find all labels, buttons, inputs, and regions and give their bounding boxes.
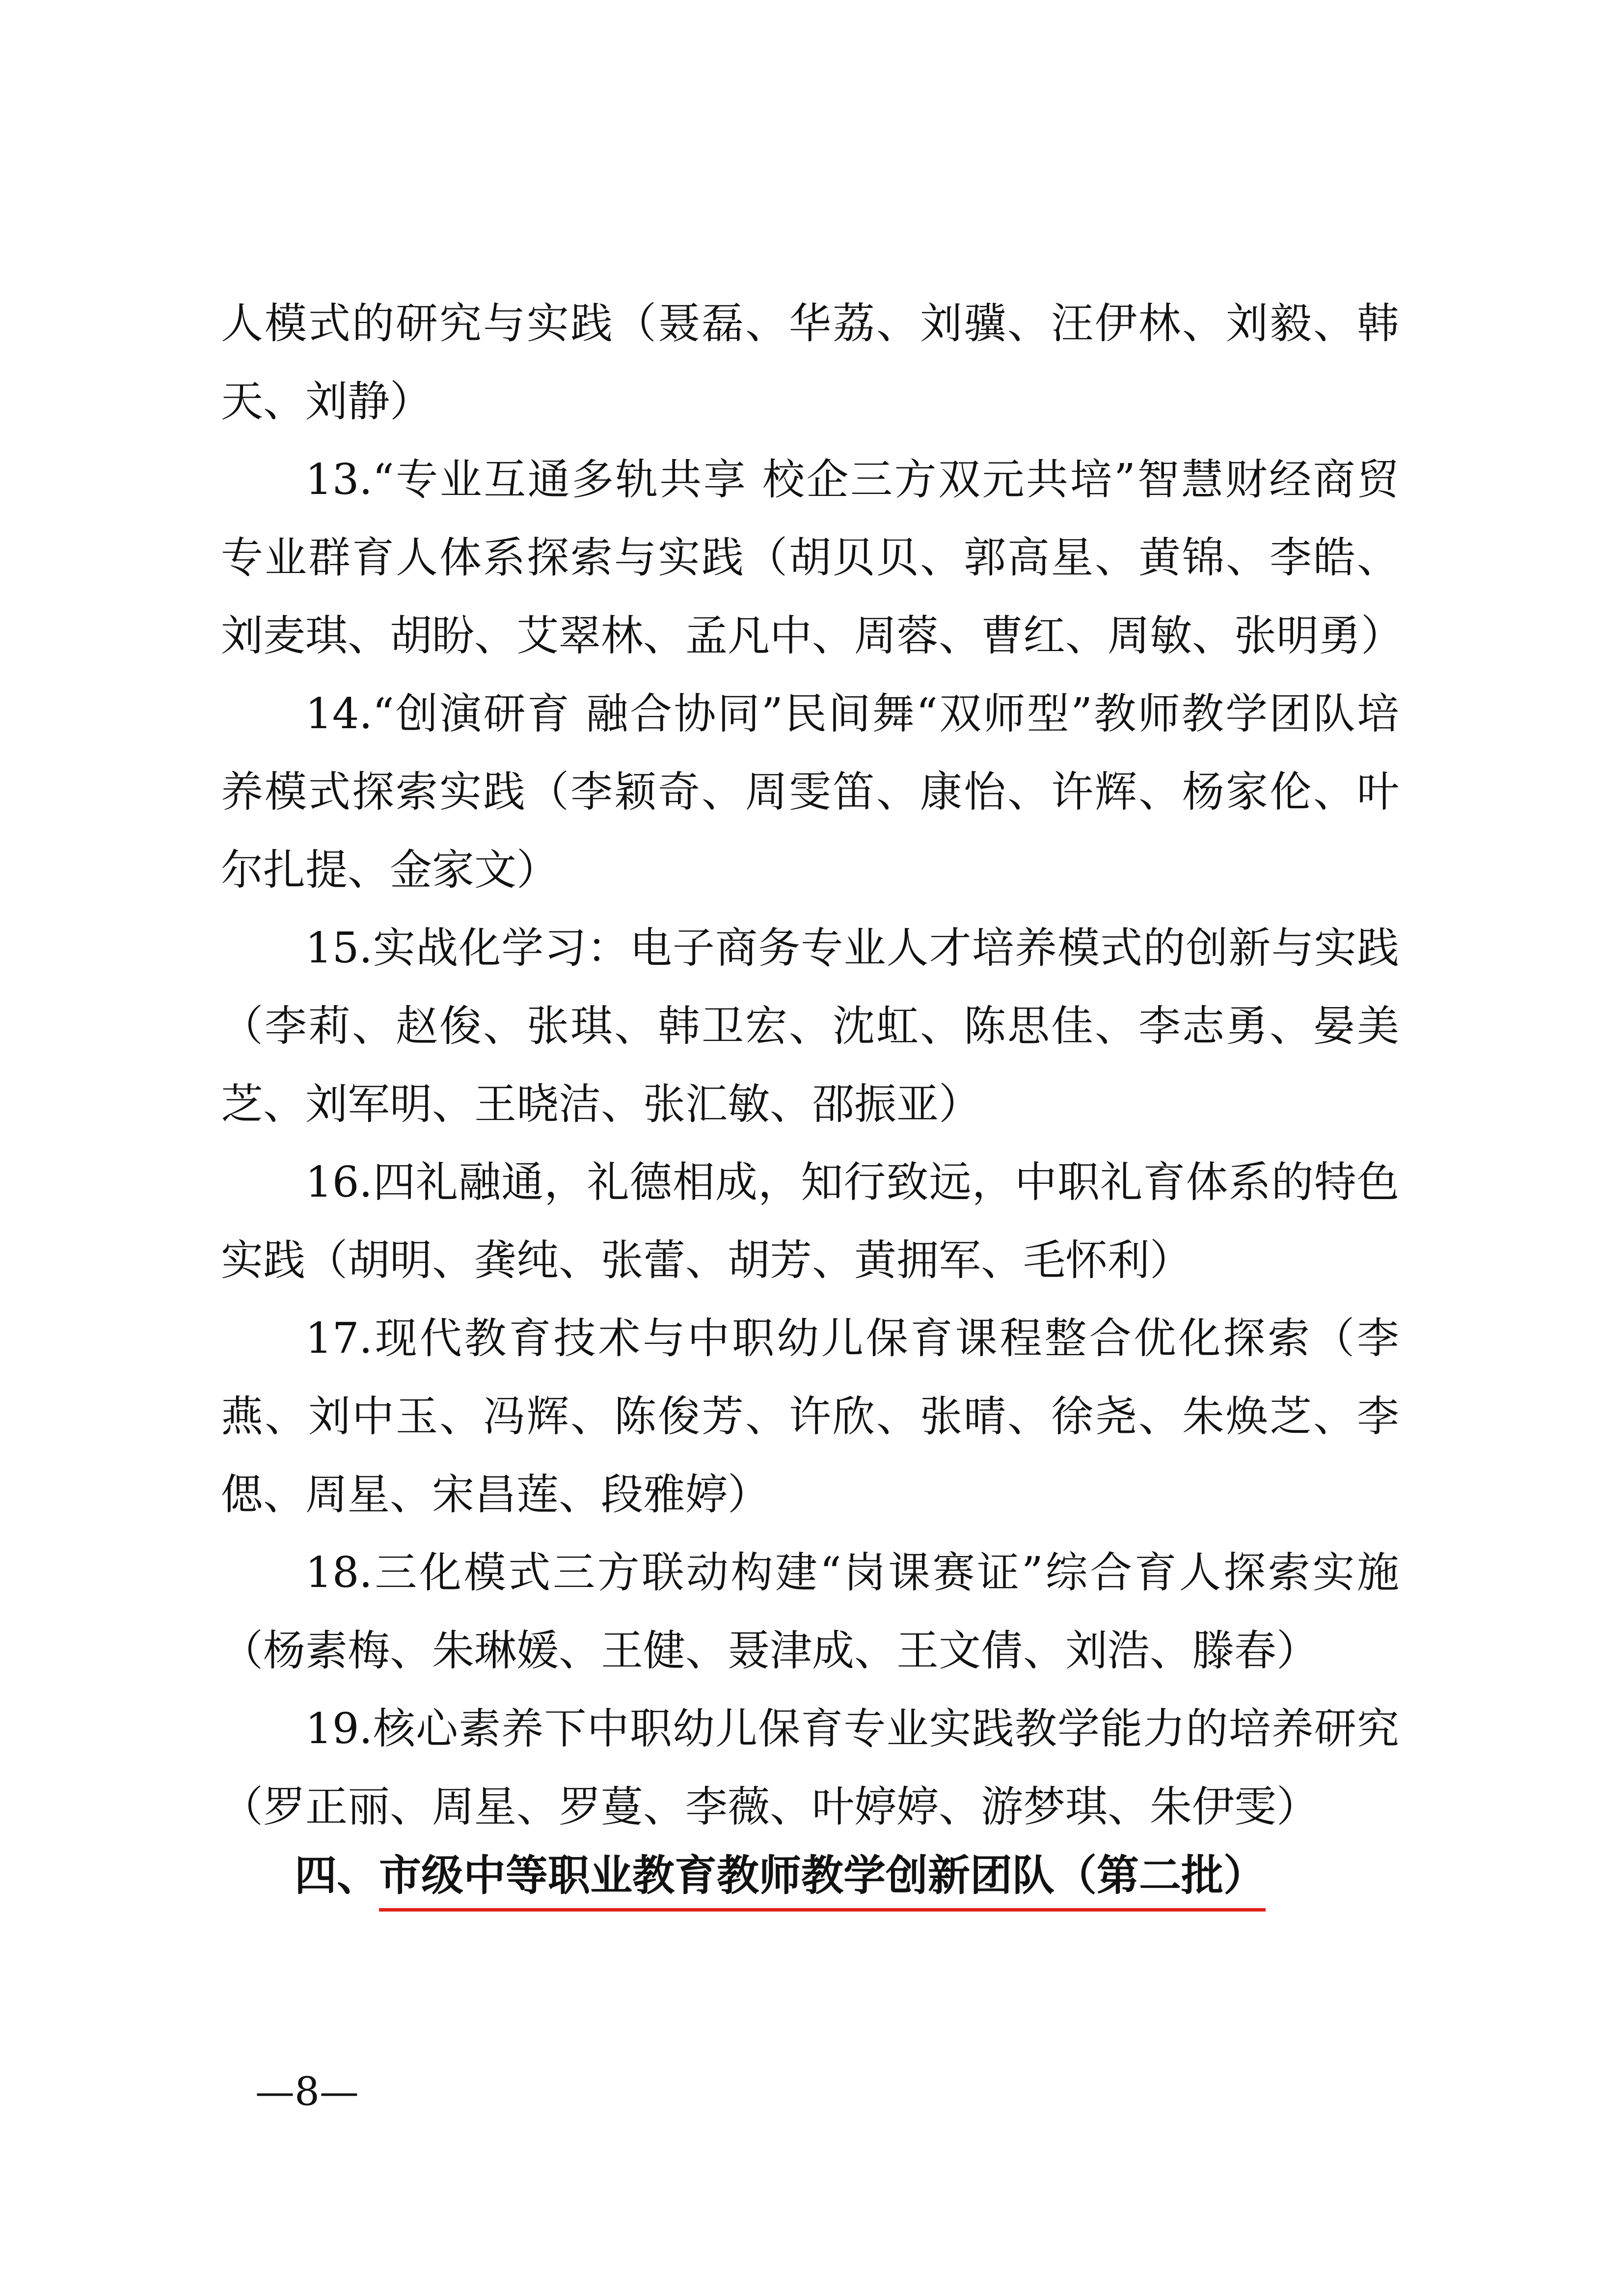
list-item-16: 16.四礼融通，礼德相成，知行致远，中职礼育体系的特色实践（胡明、龚纯、张蕾、胡芳、黄拥军、毛怀利）	[221, 1158, 1399, 1285]
list-item-13: 13.“专业互通多轨共享 校企三方双元共培”智慧财经商贸专业群育人体系探索与实践（胡贝贝、郭高星、黄锦、李皓、刘麦琪、胡盼、艾翠林、孟凡中、周蓉、曹红、周敏、张明勇）	[221, 455, 1403, 660]
section-heading	[295, 1846, 1266, 1912]
list-item-17: 17.现代教育技术与中职幼儿保育课程整合优化探索（李燕、刘中玉、冯辉、陈俊芳、许欣、张晴、徐尧、朱焕芝、李偲、周星、宋昌莲、段雅婷）	[221, 1314, 1399, 1519]
section-heading-underlined-text: 市级中等职业教育教师教学创新团队（第二批）	[379, 1846, 1266, 1912]
list-item-18: 18.三化模式三方联动构建“岗课赛证”综合育人探索实施（杨素梅、朱琳媛、王健、聂津成、王文倩、刘浩、滕春）	[221, 1548, 1399, 1675]
document-body	[221, 285, 1403, 1846]
section-heading-prefix: 四、	[295, 1851, 379, 1900]
list-item-15: 15.实战化学习：电子商务专业人才培养模式的创新与实践（李莉、赵俊、张琪、韩卫宏、沈虹、陈思佳、李志勇、晏美芝、刘军明、王晓洁、张汇敏、邵振亚）	[221, 924, 1399, 1129]
page-number: —8—	[255, 2069, 359, 2114]
list-item-19: 19.核心素养下中职幼儿保育专业实践教学能力的培养研究（罗正丽、周星、罗蔓、李薇、叶婷婷、游梦琪、朱伊雯）	[221, 1704, 1399, 1831]
paragraph-continuation: 人模式的研究与实践（聂磊、华荔、刘骥、汪伊林、刘毅、韩天、刘静）	[221, 299, 1399, 426]
list-item-14: 14.“创演研育 融合协同”民间舞“双师型”教师教学团队培养模式探索实践（李颖奇、周雯笛、康怡、许辉、杨家伦、叶尔扎提、金家文）	[221, 689, 1399, 895]
